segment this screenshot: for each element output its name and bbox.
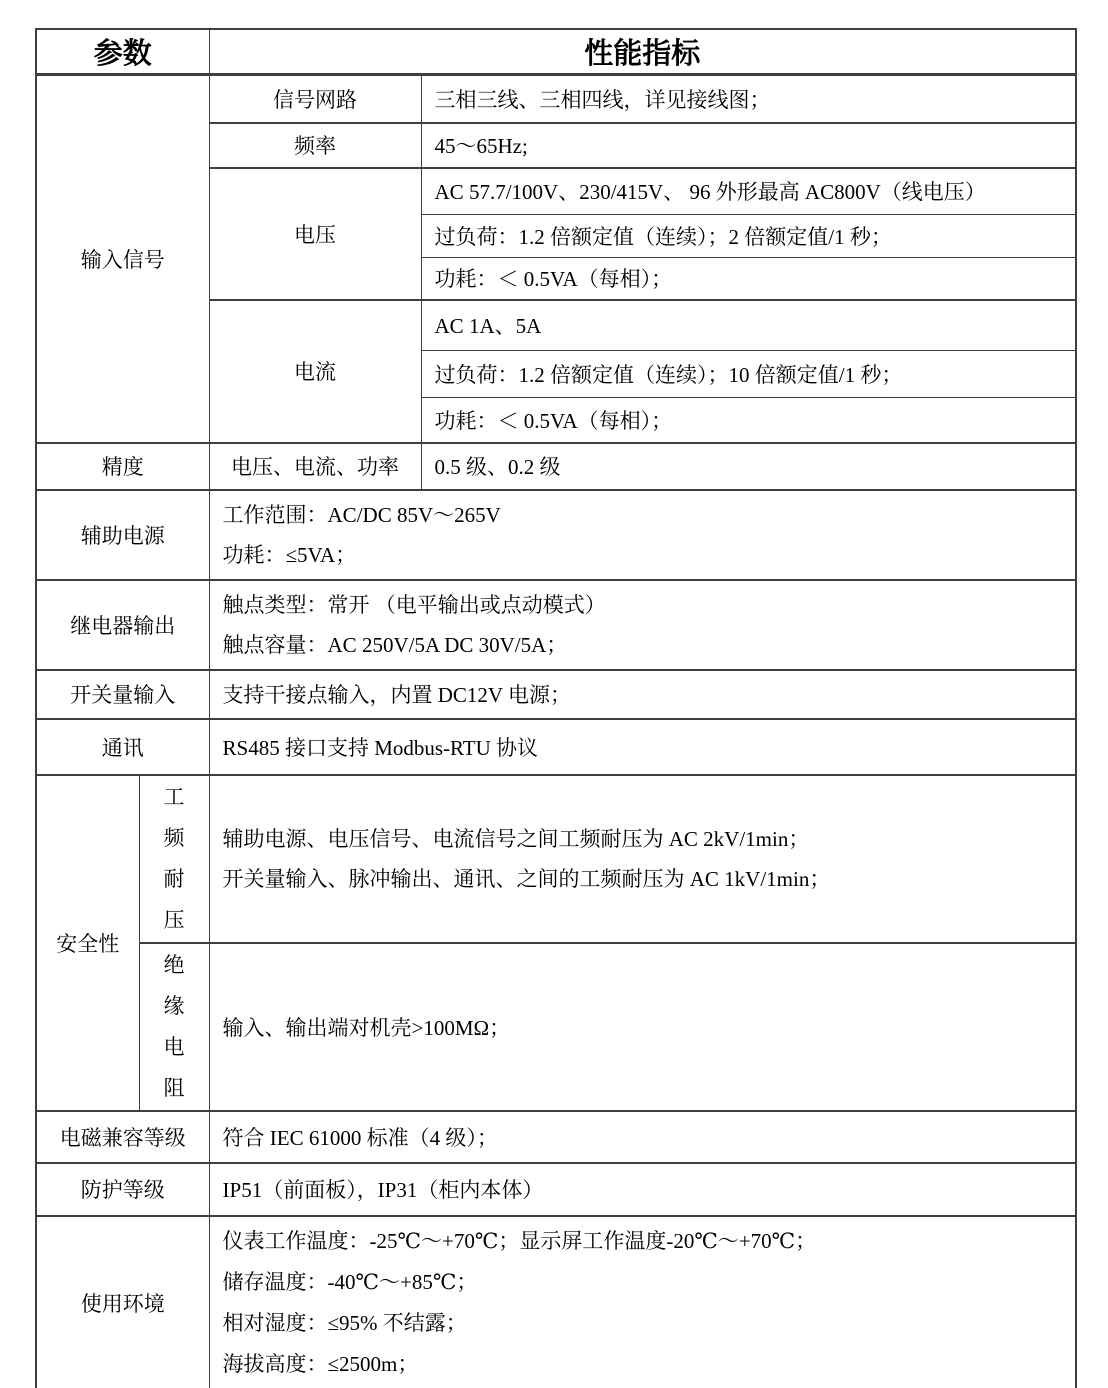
table-row	[36, 580, 1076, 670]
cell-environment-value	[209, 1216, 1076, 1388]
cell-accuracy-value: 0.5 级、0.2 级	[421, 443, 1076, 490]
value-line: 相对湿度：≤95% 不结露；	[222, 1310, 467, 1335]
cell-voltage-overload: 过负荷：1.2 倍额定值（连续）；2 倍额定值/1 秒；	[421, 215, 1076, 258]
value-line: 储存温度：-40℃～+85℃；	[222, 1269, 478, 1294]
table-row	[36, 1163, 1076, 1216]
table-row	[36, 1216, 1076, 1388]
cell-aux-power-value	[209, 490, 1076, 580]
cell-withstand-value	[209, 775, 1076, 943]
cell-protection-value: IP51（前面板），IP31（柜内本体）	[209, 1163, 1076, 1216]
value-line: 触点容量：AC 250V/5A DC 30V/5A；	[222, 632, 568, 657]
cell-current-consumption: 功耗：＜ 0.5VA（每相）；	[421, 398, 1076, 443]
cell-signal-network-value: 三相三线、三相四线，详见接线图；	[421, 75, 1076, 123]
cell-input-signal-label: 输入信号	[36, 75, 209, 443]
cell-emc-value: 符合 IEC 61000 标准（4 级）；	[209, 1111, 1076, 1163]
table-row	[36, 775, 1076, 943]
cell-signal-network-label: 信号网路	[209, 75, 421, 123]
cell-voltage-range: AC 57.7/100V、230/415V、 96 外形最高 AC800V（线电压）	[421, 168, 1076, 215]
value-line: 触点类型：常开 （电平输出或点动模式）	[222, 592, 606, 617]
table-row	[36, 75, 1076, 123]
table-row	[36, 1111, 1076, 1163]
header-param: 参数	[36, 29, 209, 75]
cell-accuracy-label: 精度	[36, 443, 209, 490]
header-performance: 性能指标	[209, 29, 1076, 75]
cell-emc-label: 电磁兼容等级	[36, 1111, 209, 1163]
cell-voltage-consumption: 功耗：＜ 0.5VA（每相）；	[421, 258, 1076, 300]
spec-table	[35, 28, 1077, 1388]
cell-relay-output-label: 继电器输出	[36, 580, 209, 670]
cell-communication-label: 通讯	[36, 719, 209, 775]
cell-safety-label: 安全性	[36, 775, 139, 1111]
cell-current-overload: 过负荷：1.2 倍额定值（连续）；10 倍额定值/1 秒；	[421, 351, 1076, 398]
cell-digital-input-value: 支持干接点输入，内置 DC12V 电源；	[209, 670, 1076, 719]
cell-relay-output-value	[209, 580, 1076, 670]
value-line: 开关量输入、脉冲输出、通讯、之间的工频耐压为 AC 1kV/1min；	[222, 866, 831, 891]
table-row	[36, 943, 1076, 1111]
value-line: 辅助电源、电压信号、电流信号之间工频耐压为 AC 2kV/1min；	[222, 826, 810, 851]
cell-insulation-value: 输入、输出端对机壳>100MΩ；	[209, 943, 1076, 1111]
value-line: 工作范围：AC/DC 85V～265V	[222, 502, 501, 527]
cell-insulation-label	[139, 943, 209, 1111]
table-row	[36, 719, 1076, 775]
table-row	[36, 29, 1076, 75]
vertical-char: 耐	[163, 866, 185, 891]
table-row	[36, 670, 1076, 719]
cell-withstand-label	[139, 775, 209, 943]
value-line: 仪表工作温度：-25℃～+70℃；显示屏工作温度-20℃～+70℃；	[222, 1228, 817, 1253]
cell-voltage-label: 电压	[209, 168, 421, 300]
vertical-char: 绝	[163, 952, 185, 977]
vertical-char: 缘	[163, 993, 185, 1018]
cell-current-label: 电流	[209, 300, 421, 443]
vertical-char: 压	[163, 907, 185, 932]
value-line: 功耗：≤5VA；	[222, 542, 357, 567]
value-line: 海拔高度：≤2500m；	[222, 1351, 419, 1376]
cell-environment-label: 使用环境	[36, 1216, 209, 1388]
cell-digital-input-label: 开关量输入	[36, 670, 209, 719]
vertical-char: 电	[163, 1034, 185, 1059]
vertical-char: 工	[163, 784, 185, 809]
table-row	[36, 443, 1076, 490]
cell-protection-label: 防护等级	[36, 1163, 209, 1216]
cell-communication-value: RS485 接口支持 Modbus-RTU 协议	[209, 719, 1076, 775]
vertical-char: 频	[163, 825, 185, 850]
cell-accuracy-sub-label: 电压、电流、功率	[209, 443, 421, 490]
table-row	[36, 490, 1076, 580]
cell-current-range: AC 1A、5A	[421, 300, 1076, 351]
vertical-char: 阻	[163, 1075, 185, 1100]
cell-frequency-label: 频率	[209, 123, 421, 168]
cell-aux-power-label: 辅助电源	[36, 490, 209, 580]
cell-frequency-value: 45～65Hz;	[421, 123, 1076, 168]
